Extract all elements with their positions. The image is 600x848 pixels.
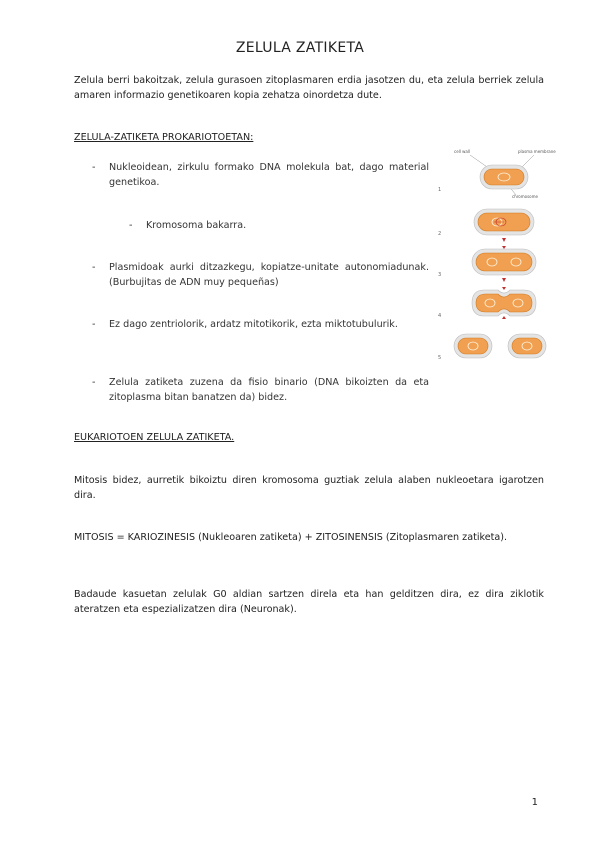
- step-number: 1: [438, 187, 442, 193]
- bacterium-stage-1: [480, 165, 528, 189]
- bacterium-stage-2: [474, 209, 534, 235]
- cell-wall-label: cell wall: [454, 149, 471, 154]
- prokaryote-bullet-1: [92, 161, 429, 190]
- eukaryote-paragraph-3: Badaude kasuetan zelulak G0 aldian sartzen direla eta han gelditzen dira, ez dira ziklotik ateratzen eta espezializatzen dira (Neuronak).: [74, 589, 544, 615]
- chromosome-label: chromosome: [512, 194, 538, 199]
- step-number: 2: [438, 231, 442, 237]
- prokaryote-bullet-3: [92, 261, 429, 290]
- page-number: 1: [531, 797, 538, 808]
- bullet-dash: -: [129, 220, 133, 231]
- step-number: 4: [438, 313, 442, 319]
- prokaryote-heading: ZELULA-ZATIKETA PROKARIOTOETAN:: [74, 132, 254, 143]
- step-number: 5: [438, 355, 442, 361]
- bullet-dash: -: [92, 319, 96, 330]
- bullet-text: Kromosoma bakarra.: [146, 220, 247, 231]
- eukaryote-paragraph-2: MITOSIS = KARIOZINESIS (Nukleoaren zatiketa) + ZITOSINENSIS (Zitoplasmaren zatiketa).: [74, 532, 508, 543]
- eukaryote-heading: EUKARIOTOEN ZELULA ZATIKETA.: [74, 432, 235, 443]
- bullet-text: Zelula zatiketa zuzena da fisio binario (DNA bikoizten da eta zitoplasma bitan banatzen da) bidez.: [109, 377, 429, 403]
- intro-paragraph: Zelula berri bakoitzak, zelula gurasoen zitoplasmaren erdia jasotzen du, eta zelula berriek zelula amaren informazio genetikoaren kopia zehatza oinordetza dute.: [74, 75, 544, 101]
- bullet-text: Ez dago zentriolorik, ardatz mitotikorik, ezta miktotubulurik.: [109, 319, 398, 330]
- page-title: ZELULA ZATIKETA: [235, 40, 365, 56]
- step-number: 3: [438, 272, 442, 278]
- prokaryote-bullet-4: [92, 318, 429, 333]
- bullet-text: Plasmidoak aurki ditzazkegu, kopiatze-unitate autonomiadunak.(Burbujitas de ADN muy pequeñas): [109, 262, 429, 288]
- bullet-text: Nukleoidean, zirkulu formako DNA molekula bat, dago material genetikoa.: [109, 162, 429, 188]
- bacterium-stage-4: [472, 290, 536, 316]
- daughter-cell-right: [508, 334, 546, 358]
- bullet-dash: -: [92, 162, 96, 173]
- bullet-dash: -: [92, 377, 96, 388]
- prokaryote-bullet-5: [92, 376, 429, 405]
- bacterium-stage-3: [472, 249, 536, 275]
- eukaryote-paragraph-1: Mitosis bidez, aurretik bikoiztu diren kromosoma guztiak zelula alaben nukleoetara igarotzen dira.: [74, 475, 544, 501]
- binary-fission-figure: [434, 145, 564, 365]
- daughter-cell-left: [454, 334, 492, 358]
- prokaryote-bullet-2: [129, 219, 426, 234]
- bullet-dash: -: [92, 262, 96, 273]
- plasma-membrane-label: plasma membrane: [518, 149, 556, 154]
